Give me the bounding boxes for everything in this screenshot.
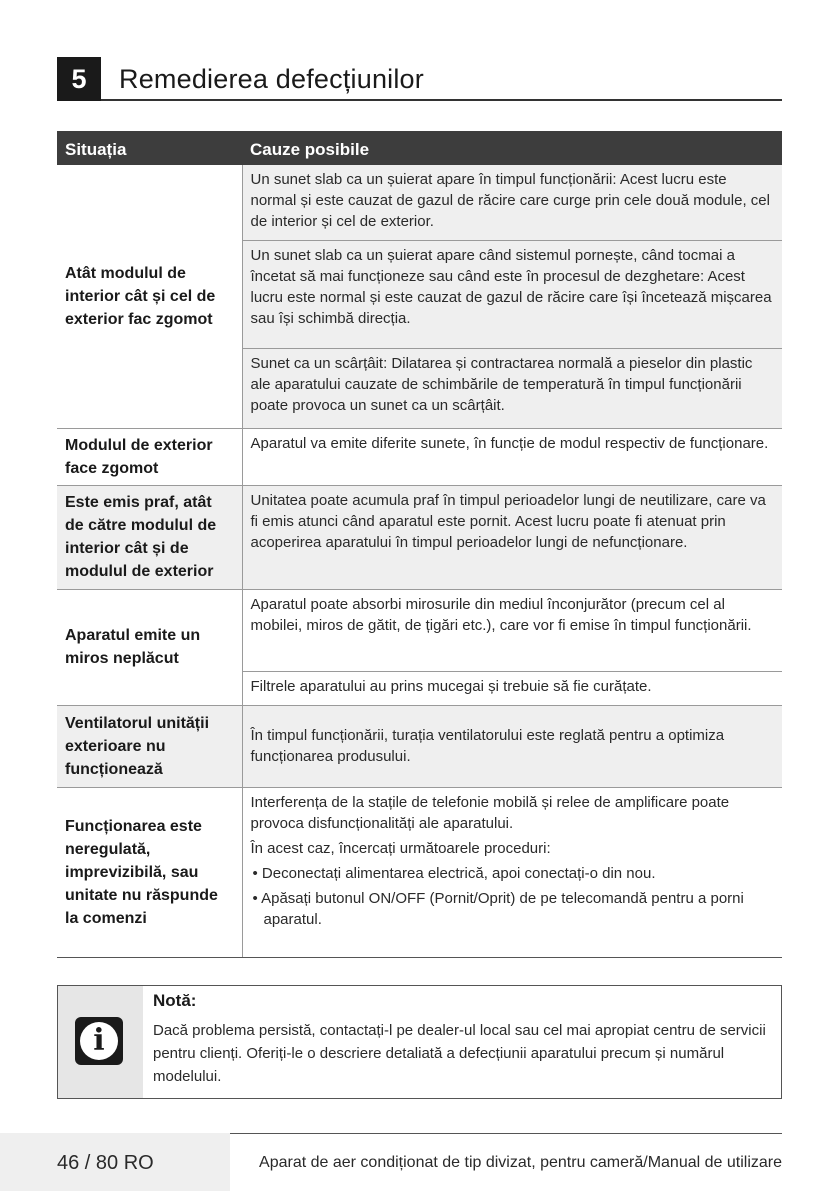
cause-cell: Un sunet slab ca un șuierat apare când sistemul pornește, când tocmai a încetat să mai funcționeze sau când este în procesul de dezghetare: Acest lucru este normal și este cauzat de gazul de răcire care își încetează mișcarea sau își schimbă direcția. (242, 240, 782, 348)
bullet-text: Deconectați alimentarea electrică, apoi conectați-o din nou. (261, 864, 656, 882)
section-title: Remedierea defecțiunilor (119, 64, 424, 94)
situation-cell: Atât modulul de interior cât și cel de exterior fac zgomot (57, 165, 242, 428)
footer-divider (230, 1133, 782, 1134)
table-row (57, 589, 782, 671)
section-number: 5 (57, 57, 101, 101)
cause-text: Interferența de la stațile de telefonie mobilă și relee de amplificare poate provoca disfuncționalități ale aparatului. (250, 793, 730, 832)
bullet-item: • Deconectați alimentarea electrică, apoi conectați-o din nou. (252, 864, 656, 882)
cause-cell: Aparatul poate absorbi mirosurile din mediul înconjurător (precum cel al mobilei, miros de gătit, de țigări etc.), care vor fi emise în timpul funcționării. (242, 589, 782, 671)
table-row (57, 787, 782, 957)
info-icon: i (75, 1017, 123, 1065)
cause-cell: Unitatea poate acumula praf în timpul perioadelor lungi de neutilizare, care va fi emis atunci când aparatul este pornit. Acest lucru poate fi atenuat prin acoperirea aparatului în timpul perioadelor lungi de nefuncționare. (242, 485, 782, 589)
cause-text: În acest caz, încercați următoarele proceduri: (250, 839, 551, 857)
cause-cell: Sunet ca un scârțâit: Dilatarea și contractarea normală a pieselor din plastic ale aparatului cauzate de schimbările de temperatură în timpul funcționării poate provoca un sunet ca un scârțâit. (242, 348, 782, 428)
column-header-situation: Situația (57, 131, 242, 165)
cause-cell (242, 787, 782, 957)
situation-cell: Este emis praf, atât de către modulul de interior cât și de modulul de exterior (57, 485, 242, 589)
situation-cell: Funcționarea este neregulată, imprevizibilă, sau unitate nu răspunde la comenzi (57, 787, 242, 957)
table-row (57, 165, 782, 240)
footer-text: Aparat de aer condiționat de tip divizat, pentru cameră/Manual de utilizare (259, 1154, 782, 1171)
note-box (57, 985, 782, 1099)
note-icon-panel (58, 986, 143, 1098)
cause-cell: Filtrele aparatului au prins mucegai și trebuie să fie curățate. (242, 671, 782, 705)
troubleshooting-table (57, 131, 782, 958)
bullet-item: • Apăsați butonul ON/OFF (Pornit/Oprit) de pe telecomandă pentru a porni aparatul. (252, 889, 744, 928)
note-title: Notă: (153, 991, 197, 1010)
cause-cell: Un sunet slab ca un șuierat apare în timpul funcționării: Acest lucru este normal și este cauzat de gazul de răcire care curge prin cele două module, cel de interior și cel de exterior. (242, 165, 782, 240)
cause-cell: Aparatul va emite diferite sunete, în funcție de modul respectiv de funcționare. (242, 428, 782, 485)
table-header-row (57, 131, 782, 165)
table-row (57, 485, 782, 589)
situation-cell: Aparatul emite un miros neplăcut (57, 589, 242, 705)
column-header-causes: Cauze posibile (242, 131, 782, 165)
page-number: 46 / 80 RO (57, 1152, 154, 1174)
cause-cell: În timpul funcționării, turația ventilatorului este reglată pentru a optimiza funcționarea produsului. (242, 705, 782, 787)
situation-cell: Modulul de exterior face zgomot (57, 428, 242, 485)
table-row (57, 705, 782, 787)
section-header (57, 57, 782, 101)
table-row (57, 428, 782, 485)
bullet-text: Apăsați butonul ON/OFF (Pornit/Oprit) de pe telecomandă pentru a porni aparatul. (261, 889, 744, 928)
situation-cell: Ventilatorul unității exterioare nu funcționează (57, 705, 242, 787)
note-body: Dacă problema persistă, contactați-l pe dealer-ul local sau cel mai apropiat centru de servicii pentru clienți. Oferiți-le o descriere detaliată a defecțiunii aparatului precum și numărul modelului. (153, 1022, 766, 1085)
